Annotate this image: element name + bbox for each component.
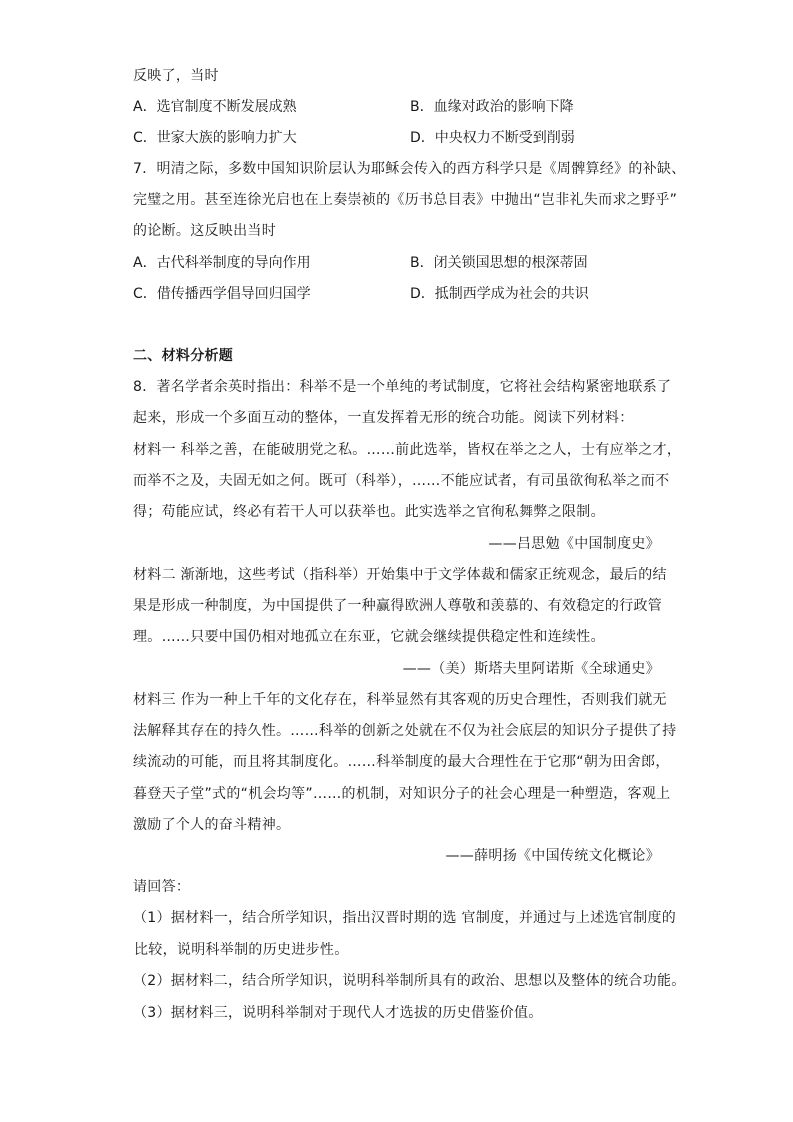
q7-option-c: C．借传播西学倡导回归国学 <box>133 286 311 302</box>
material-2-line-3: 理。……只要中国仍相对地孤立在东亚，它就会继续提供稳定性和连续性。 <box>133 629 605 645</box>
q7-option-d: D．抵制西学成为社会的共识 <box>410 286 589 302</box>
section-heading: 二、材料分析题 <box>133 348 234 364</box>
material-1-line-1: 材料一 科举之善，在能破朋党之私。……前此选举，皆权在举之之人，士有应举之才， <box>133 442 682 458</box>
q8-intro-line-2: 起来，形成一个多面互动的整体，一直发挥着无形的统合功能。阅读下列材料： <box>133 410 634 426</box>
q8-intro-line-1: 8．著名学者余英时指出：科举不是一个单纯的考试制度，它将社会结构紧密地联系了 <box>133 379 672 395</box>
material-1-source: ——吕思勉《中国制度史》 <box>488 536 660 552</box>
q7-stem-line-2: 完璧之用。甚至连徐光启也在上奏崇祯的《历书总目表》中抛出“岂非礼失而求之野乎” <box>133 192 678 208</box>
material-2-line-1: 材料二 渐渐地，这些考试（指科举）开始集中于文学体裁和儒家正统观念，最后的结 <box>133 567 667 583</box>
q6-option-b: B．血缘对政治的影响下降 <box>410 99 574 115</box>
q7-option-a: A．古代科举制度的导向作用 <box>133 255 311 271</box>
q6-option-d: D．中央权力不断受到削弱 <box>410 130 575 146</box>
material-3-line-3: 续流动的可能，而且将其制度化。……科举制度的最大合理性在于它那“朝为田舍郎， <box>133 754 670 770</box>
sub-question-3: （3）据材料三，说明科举制对于现代人才选拔的历史借鉴价值。 <box>133 1005 543 1021</box>
material-1-line-2: 而举不之及，夫固无如之何。既可（科举），……不能应试者，有司虽欲徇私举之而不 <box>133 473 670 489</box>
material-3-source: ——薛明扬《中国传统文化概论》 <box>445 848 660 864</box>
material-2-source: ——（美）斯塔夫里阿诺斯《全球通史》 <box>402 661 660 677</box>
q6-option-a: A．选官制度不断发展成熟 <box>133 99 297 115</box>
material-3-line-2: 法解释其存在的持久性。……科举的创新之处就在不仅为社会底层的知识分子提供了持 <box>133 723 677 739</box>
material-3-line-5: 激励了个人的奋斗精神。 <box>133 817 291 833</box>
q6-stem-tail: 反映了，当时 <box>133 68 219 84</box>
ask-label: 请回答： <box>133 879 191 895</box>
q6-option-c: C．世家大族的影响力扩大 <box>133 130 297 146</box>
q7-option-b: B．闭关锁国思想的根深蒂固 <box>410 255 588 271</box>
material-2-line-2: 果是形成一种制度，为中国提供了一种赢得欧洲人尊敬和羡慕的、有效稳定的行政管 <box>133 598 663 614</box>
material-3-line-4: 暮登天子堂”式的“机会均等”……的机制，对知识分子的社会心理是一种塑造，客观上 <box>133 786 671 802</box>
sub-question-2: （2）据材料二，结合所学知识，说明科举制所具有的政治、思想以及整体的统合功能。 <box>133 973 686 989</box>
material-3-line-1: 材料三 作为一种上千年的文化存在，科举显然有其客观的历史合理性，否则我们就无 <box>133 692 667 708</box>
sub-question-1-line-1: （1）据材料一，结合所学知识，指出汉晋时期的选 官制度，并通过与上述选官制度的 <box>133 910 677 926</box>
q7-stem-line-1: 7．明清之际，多数中国知识阶层认为耶稣会传入的西方科学只是《周髀算经》的补缺、 <box>133 161 686 177</box>
q7-stem-line-3: 的论断。这反映出当时 <box>133 223 276 239</box>
material-1-line-3: 得；苟能应试，终必有若干人可以获举也。此实选举之官徇私舞弊之限制。 <box>133 504 605 520</box>
sub-question-1-line-2: 比较，说明科举制的历史进步性。 <box>134 942 349 958</box>
